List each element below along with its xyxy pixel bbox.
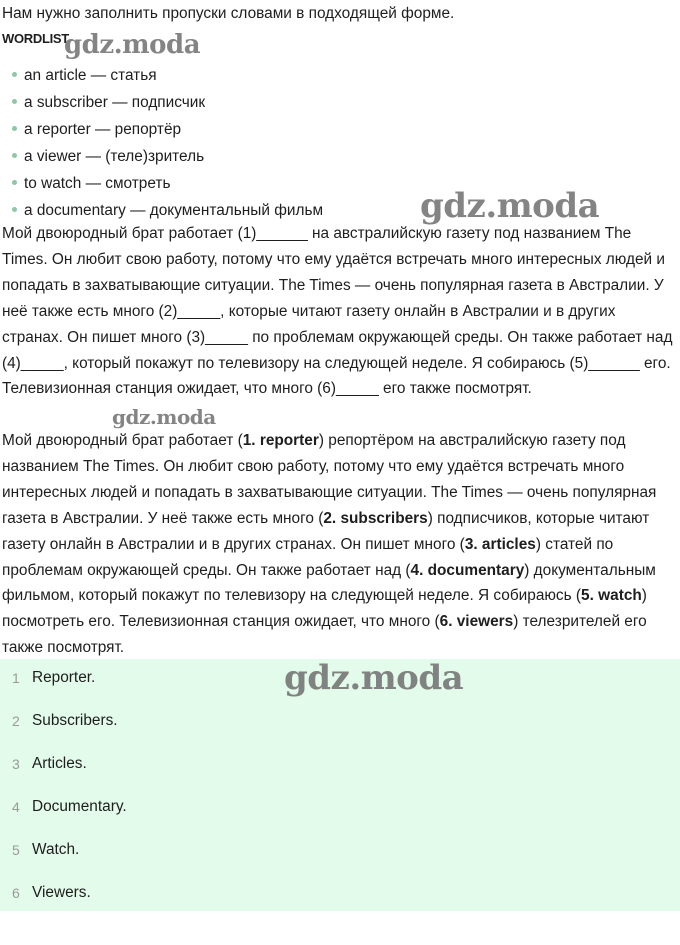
wordlist-entry: an article — статья <box>24 67 157 84</box>
answer-number: 5 <box>12 842 20 858</box>
watermark-logo: gdz.moda <box>64 30 201 60</box>
answer-highlight: 3. articles <box>464 535 536 553</box>
list-item <box>12 65 323 92</box>
wordlist-entry: a documentary — документальный фильм <box>24 202 324 219</box>
list-item <box>12 173 323 200</box>
answer-text: Subscribers. <box>32 712 118 729</box>
list-item <box>12 146 323 173</box>
list-item <box>12 119 323 146</box>
answer-number: 4 <box>12 799 20 815</box>
answer-text: Viewers. <box>32 884 91 901</box>
bullet-icon <box>12 99 17 104</box>
answer-number: 1 <box>12 670 20 686</box>
answer-text: Reporter. <box>32 669 96 686</box>
bullet-icon <box>12 126 17 131</box>
solution-text: ) подписчиков, которые читают газету онлайн в Австралии и в других странах. Он пишет много ( <box>2 509 650 553</box>
solution-paragraph <box>2 428 678 661</box>
answer-text: Documentary. <box>32 798 127 815</box>
bullet-icon <box>12 153 17 158</box>
answer-highlight: 5. watch <box>581 587 642 605</box>
wordlist-entry: a subscriber — подписчик <box>24 94 206 111</box>
wordlist-title: WORDLIST <box>2 31 69 46</box>
solution-text: ) статей по проблемам окружающей среды. Он также работает над ( <box>2 535 614 579</box>
wordlist-entry: to watch — смотреть <box>24 175 171 192</box>
bullet-icon <box>12 180 17 185</box>
answer-text: Articles. <box>32 755 87 772</box>
wordlist <box>12 65 323 227</box>
list-item <box>12 92 323 119</box>
wordlist-entry: a reporter — репортёр <box>24 121 182 138</box>
watermark-logo: gdz.moda <box>284 658 464 698</box>
solution-text: Мой двоюродный брат работает ( <box>2 432 243 449</box>
solution-text: ) телезрителей его также посмотрят. <box>2 613 647 657</box>
answer-number: 6 <box>12 885 20 901</box>
solution-text: ) документальным фильмом, который покажут по телевизору на следующей неделе. Я собираюсь ( <box>2 561 656 605</box>
wordlist-entry: a viewer — (теле)зритель <box>24 148 205 165</box>
solution-text: ) репортёром на австралийскую газету под названием The Times. Он любит свою работу, потому что ему удаётся встречать много интересных людей и попадать в захватывающие ситуации. The Times — очень популярная газета в Австралии. У неё также есть много ( <box>2 432 657 527</box>
task-paragraph: Мой двоюродный брат работает (1)______ на австралийскую газету под названием The Times. Он любит свою работу, потому что ему удаётся встречать много интересных людей и попадать в захватывающие ситуации. The Times — очень популярная газета в Австралии. У неё также есть много (2)_____, которые читают газету онлайн в Австралии и в других странах. Он пишет много (3)_____ по проблемам окружающей среды. Он также работает над (4)_____, который покажут по телевизору на следующей неделе. Я собираюсь (5)______ его. Телевизионная станция ожидает, что много (6)_____ его также посмотрят. <box>2 225 673 398</box>
answer-highlight: 4. documentary <box>410 561 525 579</box>
answer-text: Watch. <box>32 841 80 858</box>
answer-number: 3 <box>12 756 20 772</box>
watermark-logo: gdz.moda <box>420 186 600 226</box>
answer-number: 2 <box>12 713 20 729</box>
intro-text: Нам нужно заполнить пропуски словами в подходящей форме. <box>2 5 455 22</box>
bullet-icon <box>12 72 17 77</box>
answer-highlight: 6. viewers <box>439 613 514 631</box>
answer-highlight: 1. reporter <box>242 432 319 449</box>
answer-highlight: 2. subscribers <box>323 509 428 527</box>
solution-text: ) посмотреть его. Телевизионная станция ожидает, что много ( <box>2 587 647 631</box>
watermark-logo: gdz.moda <box>112 405 216 429</box>
bullet-icon <box>12 207 17 212</box>
